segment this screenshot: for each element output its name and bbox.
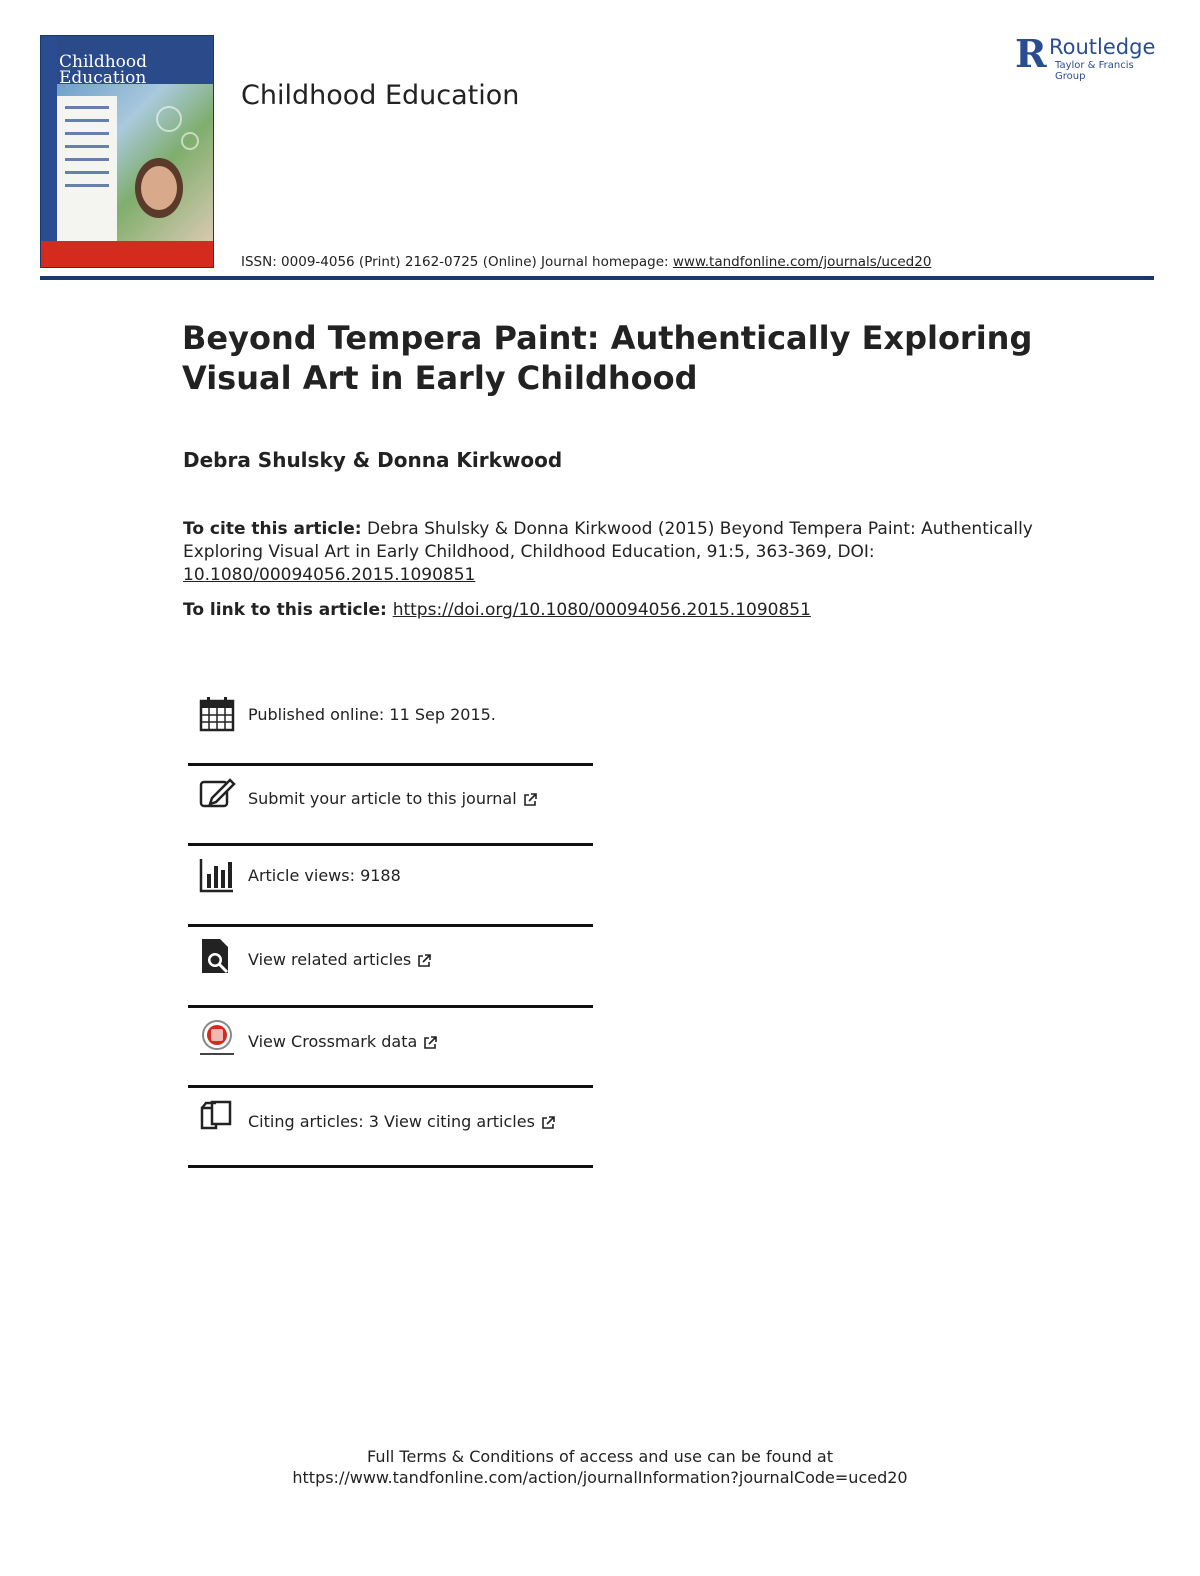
citation-block <box>183 518 1063 587</box>
article-doi-link[interactable]: https://doi.org/10.1080/00094056.2015.1090851 <box>392 600 811 620</box>
article-views-text: Article views: 9188 <box>248 866 401 885</box>
info-divider <box>188 763 593 766</box>
publisher-name: Routledge <box>1049 35 1156 59</box>
cover-contents-panel <box>57 96 117 241</box>
bar-chart-icon <box>198 856 236 894</box>
citing-row[interactable] <box>188 1092 593 1172</box>
link-label: To link to this article: <box>183 600 393 620</box>
terms-text: Full Terms & Conditions of access and use can be found at <box>366 1447 834 1466</box>
cover-spine <box>41 36 57 268</box>
cite-label: To cite this article: <box>183 519 362 539</box>
info-divider <box>188 924 593 927</box>
crossmark-row[interactable] <box>188 1012 593 1092</box>
header-divider <box>40 276 1154 280</box>
issn-text: ISSN: 0009-4056 (Print) 2162-0725 (Online) Journal homepage: <box>241 254 673 270</box>
publisher-logo <box>1015 31 1165 82</box>
cover-title-line2: Education <box>59 68 147 88</box>
external-link-icon <box>423 1036 437 1050</box>
external-link-icon <box>523 793 537 807</box>
routledge-logo-icon: R <box>1015 31 1047 76</box>
view-related-articles-link[interactable]: View related articles <box>248 950 431 969</box>
submit-article-link[interactable]: Submit your article to this journal <box>248 789 537 808</box>
published-row <box>188 688 593 768</box>
cover-footer-band <box>41 241 213 267</box>
info-divider <box>188 1165 593 1168</box>
issn-line <box>241 254 931 270</box>
external-link-icon <box>417 954 431 968</box>
cover-title-line1: Childhood <box>59 52 148 72</box>
publisher-subtitle: Taylor & Francis Group <box>1055 60 1134 82</box>
related-row[interactable] <box>188 931 593 1011</box>
edit-icon <box>198 776 236 814</box>
search-document-icon <box>198 937 236 975</box>
terms-footer <box>0 1446 1200 1488</box>
cover-child-face <box>141 166 177 210</box>
journal-title: Childhood Education <box>241 80 520 111</box>
cite-doi-link[interactable]: 10.1080/00094056.2015.1090851 <box>183 565 476 585</box>
journal-cover-image <box>40 35 214 268</box>
info-divider <box>188 1085 593 1088</box>
views-row <box>188 850 593 930</box>
calendar-icon <box>198 695 236 733</box>
article-authors: Debra Shulsky & Donna Kirkwood <box>183 448 563 472</box>
terms-url[interactable]: https://www.tandfonline.com/action/journalInformation?journalCode=uced20 <box>292 1468 908 1487</box>
journal-homepage-link[interactable]: www.tandfonline.com/journals/uced20 <box>672 254 932 270</box>
published-online-text: Published online: 11 Sep 2015. <box>248 705 496 724</box>
external-link-icon <box>541 1116 555 1130</box>
cite-text: Debra Shulsky & Donna Kirkwood (2015) Beyond Tempera Paint: Authentically Exploring Visual Art in Early Childhood, Childhood Education, 91:5, 363-369, DOI: <box>183 519 1033 562</box>
article-title: Beyond Tempera Paint: Authentically Exploring Visual Art in Early Childhood <box>182 319 1033 397</box>
info-divider <box>188 843 593 846</box>
submit-row[interactable] <box>188 770 593 850</box>
citing-articles-link[interactable]: Citing articles: 3 View citing articles <box>248 1112 555 1131</box>
info-divider <box>188 1005 593 1008</box>
citing-icon <box>198 1098 236 1136</box>
view-crossmark-link[interactable]: View Crossmark data <box>248 1032 437 1051</box>
article-link-line <box>183 600 811 620</box>
crossmark-icon <box>198 1018 236 1056</box>
